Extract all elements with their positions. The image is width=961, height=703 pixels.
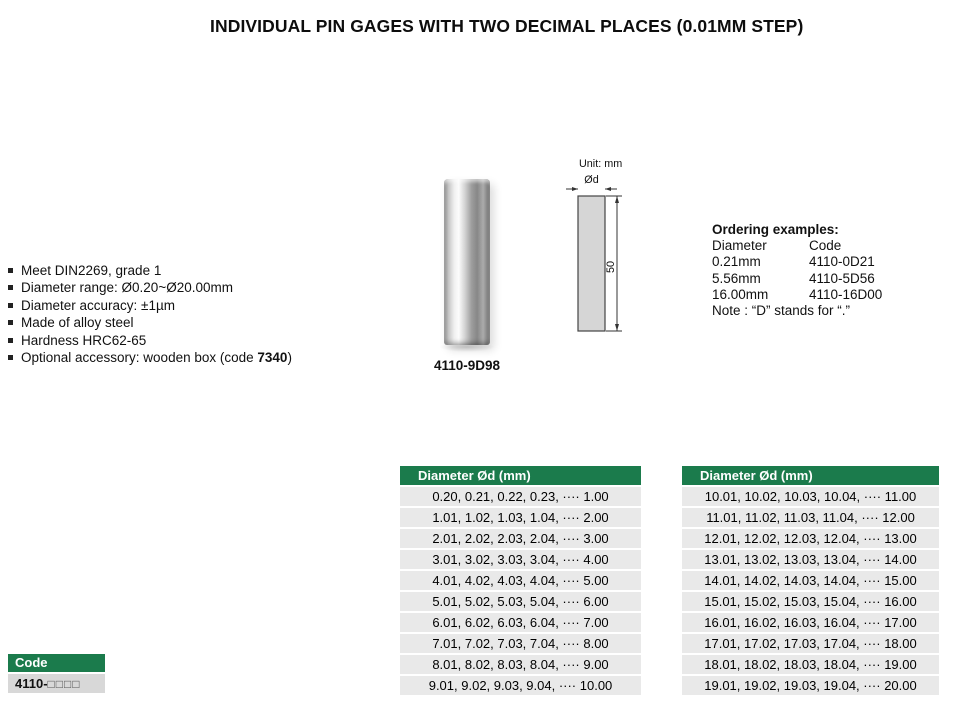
feature-list: [8, 262, 292, 366]
ordering-note: Note : “D” stands for “.”: [712, 303, 851, 319]
dim-arrowhead-left: [572, 187, 578, 191]
table-row: 13.01, 13.02, 13.03, 13.04, ···· 14.00: [682, 550, 939, 571]
table-row: 8.01, 8.02, 8.03, 8.04, ···· 9.00: [400, 655, 641, 676]
feature-text: Meet DIN2269, grade 1: [21, 263, 162, 278]
table-row: 10.01, 10.02, 10.03, 10.04, ···· 11.00: [682, 487, 939, 508]
code-box-value: [8, 674, 105, 693]
ordering-diameter: 0.21mm: [712, 254, 761, 270]
dim-arrowhead-right: [605, 187, 611, 191]
code-box: [8, 654, 105, 693]
accessory-suffix: ): [287, 350, 292, 366]
code-prefix: 4110-: [15, 676, 48, 691]
square-bullet-icon: [8, 320, 13, 325]
table-row: 17.01, 17.02, 17.03, 17.04, ···· 18.00: [682, 634, 939, 655]
table-header: Diameter Ød (mm): [400, 466, 641, 487]
ordering-diameter: 16.00mm: [712, 286, 769, 302]
table-row: 3.01, 3.02, 3.03, 3.04, ···· 4.00: [400, 550, 641, 571]
ordering-table: [712, 238, 942, 303]
ordering-examples: [712, 222, 942, 319]
code-placeholder-squares: □□□□: [47, 677, 81, 691]
length-dim-label: 50: [605, 260, 617, 273]
accessory-text: Optional accessory: wooden box (code: [21, 350, 258, 366]
code-box-header: Code: [8, 654, 105, 674]
diameter-dim-label: Ød: [584, 174, 599, 186]
feature-text: Made of alloy steel: [21, 315, 134, 331]
table-row: 1.01, 1.02, 1.03, 1.04, ···· 2.00: [400, 508, 641, 529]
table-row: 4.01, 4.02, 4.03, 4.04, ···· 5.00: [400, 571, 641, 592]
square-bullet-icon: [8, 338, 13, 343]
square-bullet-icon: [8, 303, 13, 308]
ordering-title: Ordering examples:: [712, 222, 839, 237]
ordering-code: 4110-0D21: [809, 254, 875, 270]
table-row: 5.01, 5.02, 5.03, 5.04, ···· 6.00: [400, 592, 641, 613]
table-row: 15.01, 15.02, 15.03, 15.04, ···· 16.00: [682, 592, 939, 613]
pin-outline-rect: [578, 196, 605, 331]
table-row: 11.01, 11.02, 11.03, 11.04, ···· 12.00: [682, 508, 939, 529]
dim-arrowhead-down: [615, 324, 619, 331]
table-row: 6.01, 6.02, 6.03, 6.04, ···· 7.00: [400, 613, 641, 634]
feature-item: [8, 297, 292, 314]
table-row: 12.01, 12.02, 12.03, 12.04, ···· 13.00: [682, 529, 939, 550]
dimension-drawing: [558, 155, 640, 345]
table-row: 19.01, 19.02, 19.03, 19.04, ···· 20.00: [682, 676, 939, 697]
table-row: 7.01, 7.02, 7.03, 7.04, ···· 8.00: [400, 634, 641, 655]
table-row: 2.01, 2.02, 2.03, 2.04, ···· 3.00: [400, 529, 641, 550]
table-row: 16.01, 16.02, 16.03, 16.04, ···· 17.00: [682, 613, 939, 634]
ordering-code: 4110-5D56: [809, 270, 875, 286]
ordering-code: 4110-16D00: [809, 286, 883, 302]
feature-text: Diameter range: Ø0.20~Ø20.00mm: [21, 280, 233, 296]
diameter-table-right: [682, 466, 939, 697]
unit-label: Unit: mm: [579, 158, 623, 170]
diameter-table-left: [400, 466, 641, 697]
table-header: Diameter Ød (mm): [682, 466, 939, 487]
ordering-col-code: Code: [809, 238, 842, 254]
feature-item: [8, 332, 292, 349]
dim-arrowhead-up: [615, 196, 619, 203]
accessory-code: 7340: [257, 350, 288, 366]
feature-item: [8, 314, 292, 331]
table-row: 9.01, 9.02, 9.03, 9.04, ···· 10.00: [400, 676, 641, 697]
table-row: 0.20, 0.21, 0.22, 0.23, ···· 1.00: [400, 487, 641, 508]
square-bullet-icon: [8, 355, 13, 360]
square-bullet-icon: [8, 285, 13, 290]
table-row: 14.01, 14.02, 14.03, 14.04, ···· 15.00: [682, 571, 939, 592]
table-row: 18.01, 18.02, 18.03, 18.04, ···· 19.00: [682, 655, 939, 676]
feature-text: Hardness HRC62-65: [21, 332, 147, 348]
square-bullet-icon: [8, 268, 13, 273]
page-title: INDIVIDUAL PIN GAGES WITH TWO DECIMAL PLACES (0.01MM STEP): [210, 15, 804, 36]
ordering-col-diameter: Diameter: [712, 238, 767, 254]
feature-text: [21, 349, 292, 366]
feature-item: [8, 349, 292, 366]
ordering-diameter: 5.56mm: [712, 270, 761, 286]
pin-gage-photo: [444, 179, 490, 345]
product-code-label: 4110-9D98: [433, 358, 501, 373]
feature-item: [8, 262, 292, 279]
feature-text: Diameter accuracy: ±1µm: [21, 297, 175, 313]
feature-item: [8, 279, 292, 296]
